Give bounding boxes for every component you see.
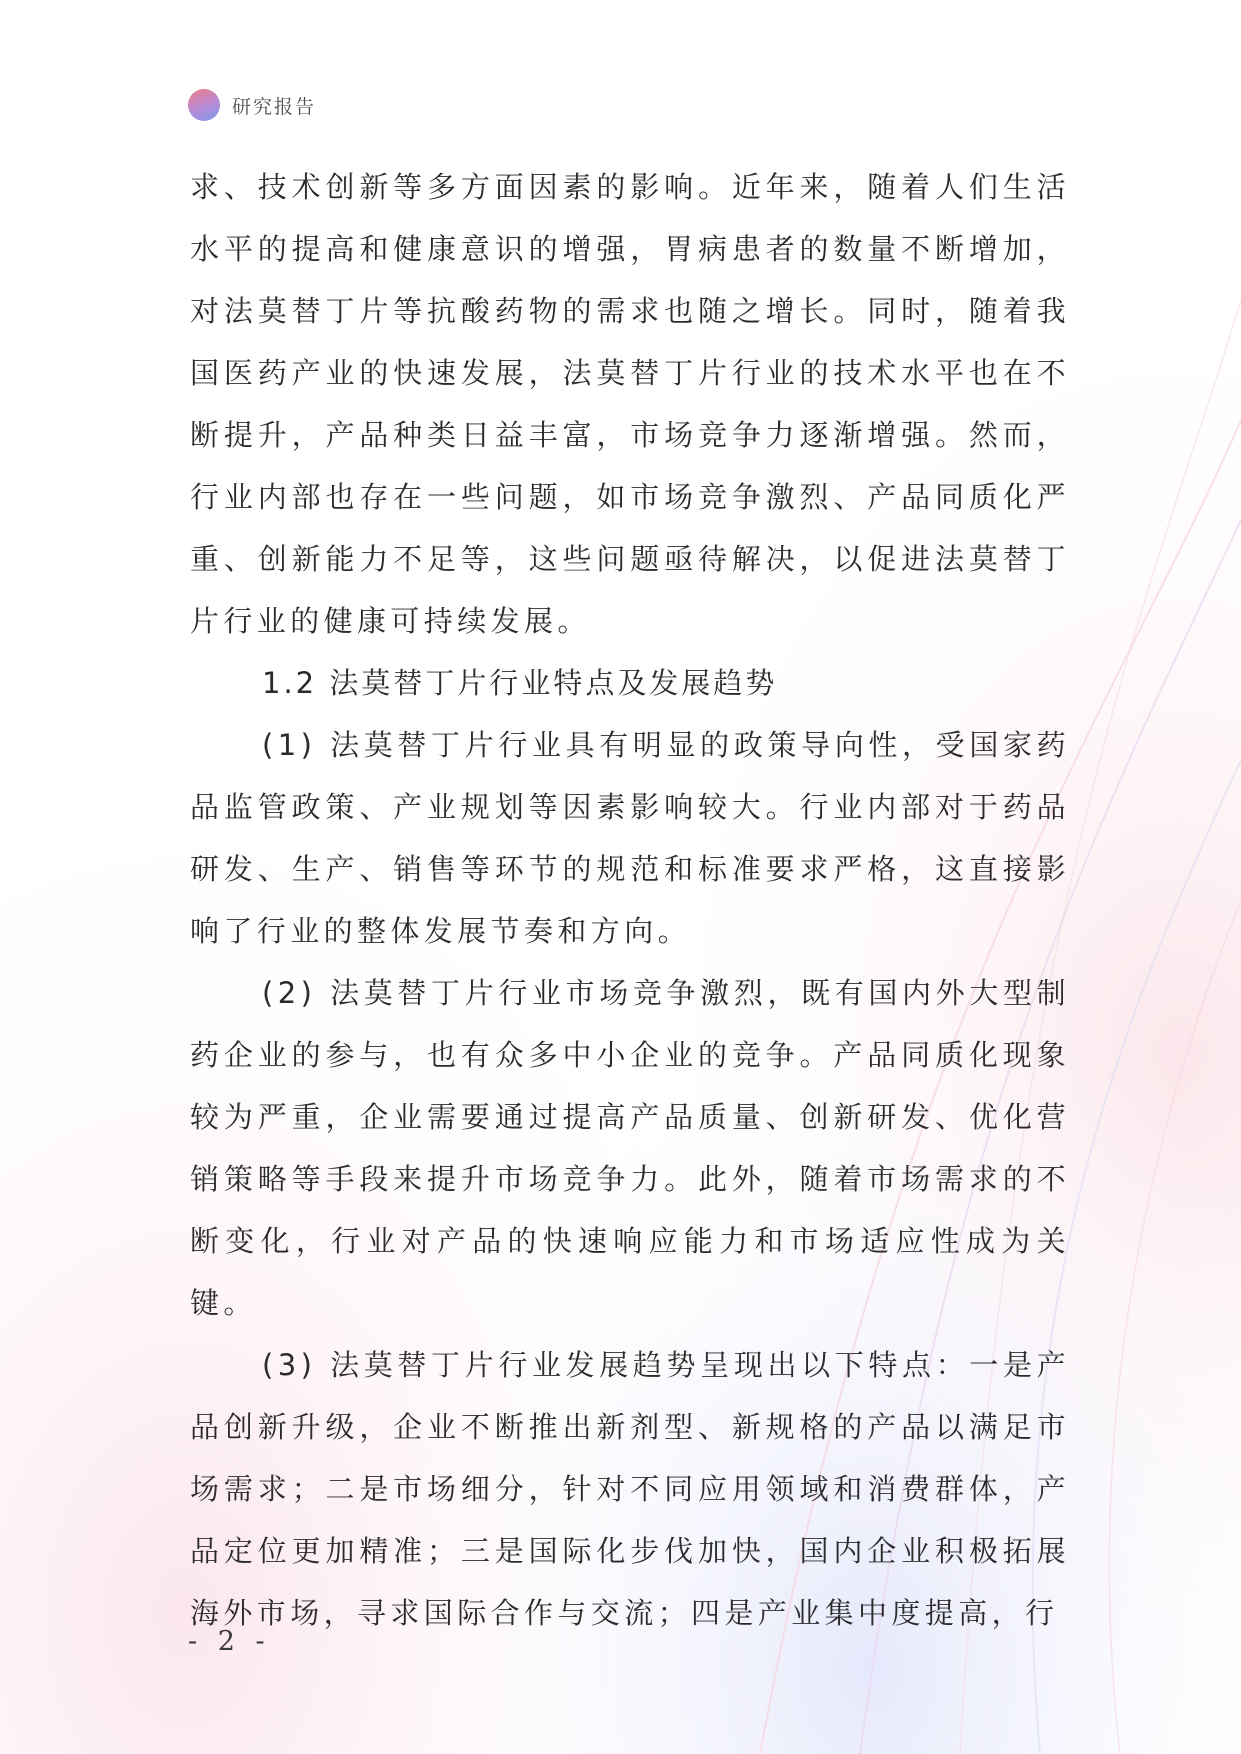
report-header <box>188 88 316 122</box>
paragraph-continuation: 求、技术创新等多方面因素的影响。近年来，随着人们生活水平的提高和健康意识的增强，胃病患者的数量不断增加，对法莫替丁片等抗酸药物的需求也随之增长。同时，随着我国医药产业的快速发展，法莫替丁片行业的技术水平也在不断提升，产品种类日益丰富，市场竞争力逐渐增强。然而，行业内部也存在一些问题，如市场竞争激烈、产品同质化严重、创新能力不足等，这些问题亟待解决，以促进法莫替丁片行业的健康可持续发展。 <box>190 170 1070 638</box>
page-number: - 2 - <box>188 1626 271 1657</box>
document-body <box>190 156 1070 1644</box>
header-title: 研究报告 <box>232 95 317 118</box>
paragraph-point-3: (3) 法莫替丁片行业发展趋势呈现出以下特点：一是产品创新升级，企业不断推出新剂型、新规格的产品以满足市场需求；二是市场细分，针对不同应用领域和消费群体，产品定位更加精准；三是国际化步伐加快，国内企业积极拓展海外市场，寻求国际合作与交流；四是产业集中度提高，行 <box>190 1348 1070 1630</box>
paragraph-point-1: (1) 法莫替丁片行业具有明显的政策导向性，受国家药品监管政策、产业规划等因素影响较大。行业内部对于药品研发、生产、销售等环节的规范和标准要求严格，这直接影响了行业的整体发展节奏和方向。 <box>190 728 1070 948</box>
paragraph-point-2: (2) 法莫替丁片行业市场竞争激烈，既有国内外大型制药企业的参与，也有众多中小企业的竞争。产品同质化现象较为严重，企业需要通过提高产品质量、创新研发、优化营销策略等手段来提升市场竞争力。此外，随着市场需求的不断变化，行业对产品的快速响应能力和市场适应性成为关键。 <box>190 976 1070 1320</box>
section-heading: 1.2 法莫替丁片行业特点及发展趋势 <box>262 666 778 700</box>
logo-circle-icon <box>188 89 220 121</box>
